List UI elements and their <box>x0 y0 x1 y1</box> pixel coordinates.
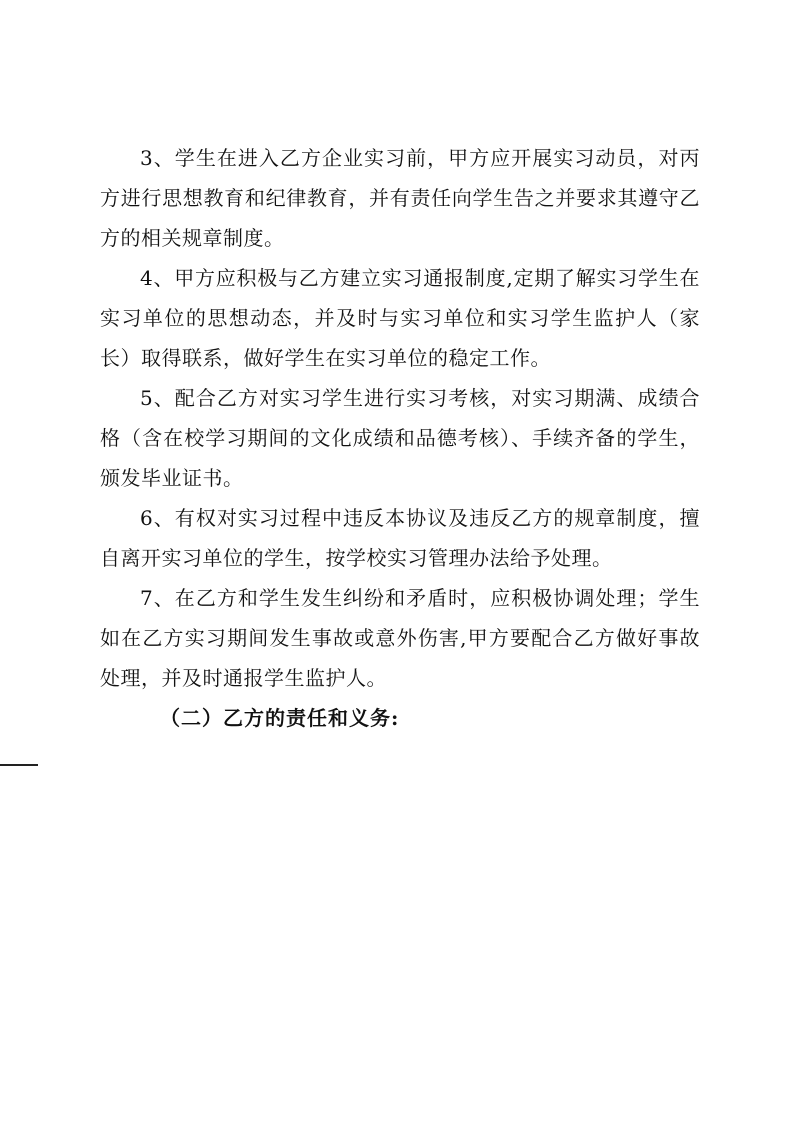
paragraph-7: 7、在乙方和学生发生纠纷和矛盾时，应积极协调处理；学生如在乙方实习期间发生事故或意外伤害,甲方要配合乙方做好事故处理，并及时通报学生监护人。 <box>100 586 700 690</box>
paragraph-3: 3、学生在进入乙方企业实习前，甲方应开展实习动员，对丙方进行思想教育和纪律教育，并有责任向学生告之并要求其遵守乙方的相关规章制度。 <box>100 146 700 250</box>
margin-line <box>0 764 38 766</box>
section-heading: （二）乙方的责任和义务: <box>160 706 400 730</box>
paragraph-5: 5、配合乙方对实习学生进行实习考核，对实习期满、成绩合格（含在校学习期间的文化成绩和品德考核）、手续齐备的学生，颁发毕业证书。 <box>100 386 700 490</box>
paragraph-6: 6、有权对实习过程中违反本协议及违反乙方的规章制度，擅自离开实习单位的学生，按学校实习管理办法给予处理。 <box>100 506 700 570</box>
paragraph-4: 4、甲方应积极与乙方建立实习通报制度,定期了解实习学生在实习单位的思想动态，并及时与实习单位和实习学生监护人（家长）取得联系，做好学生在实习单位的稳定工作。 <box>100 266 700 370</box>
document-body <box>100 138 700 738</box>
